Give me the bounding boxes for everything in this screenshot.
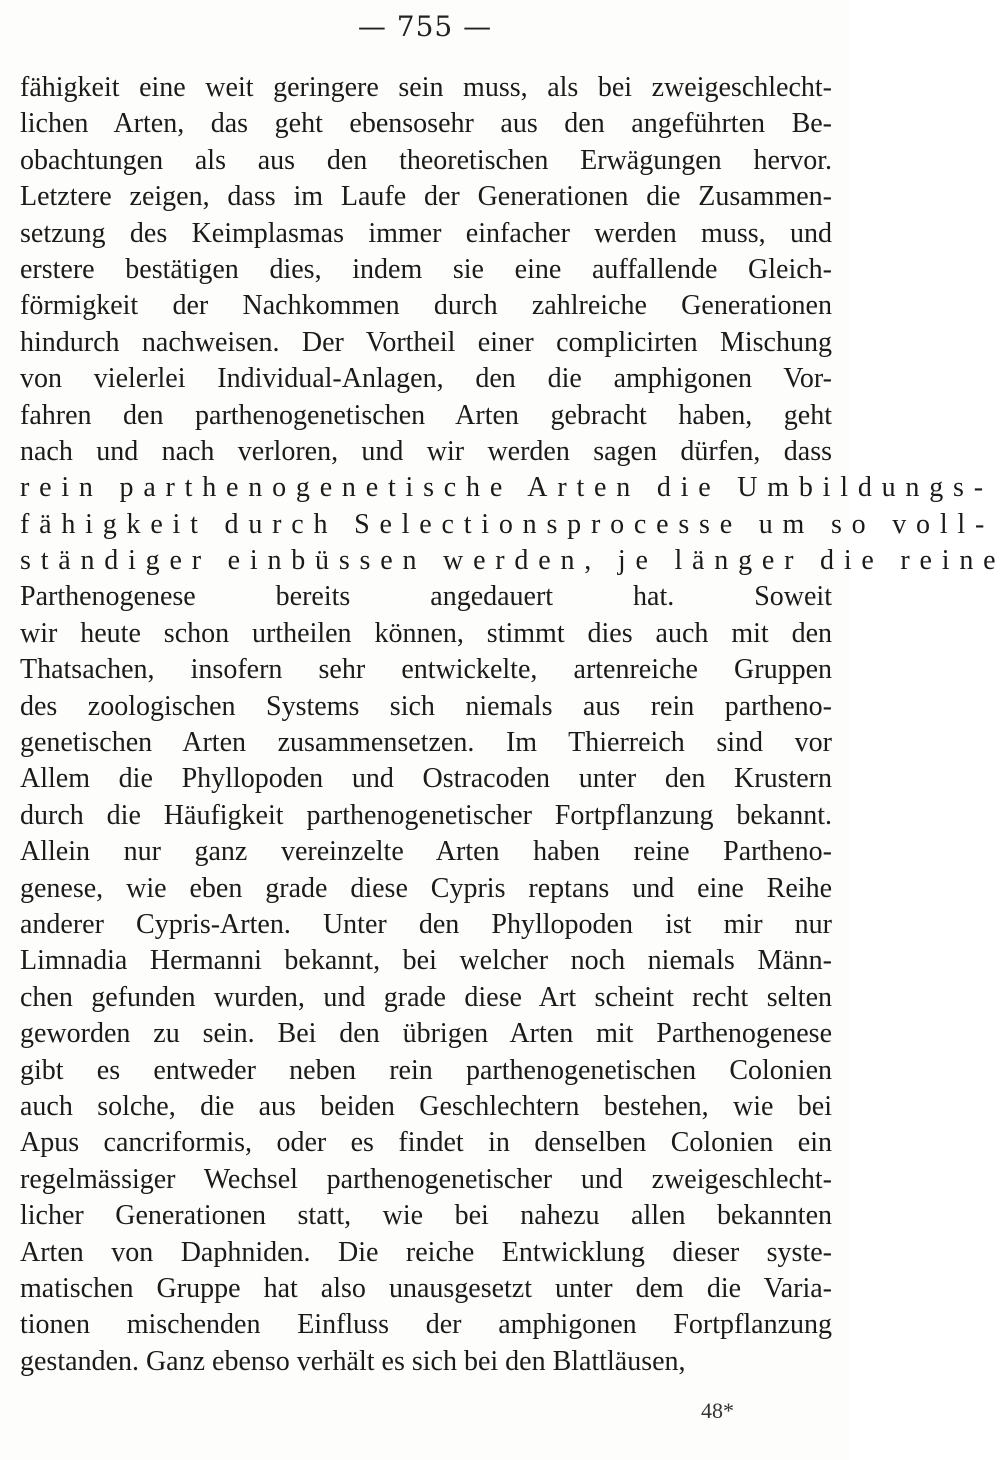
text-line: Thatsachen, insofern sehr entwickelte, artenreiche Gruppen bbox=[20, 654, 832, 686]
text-line: matischen Gruppe hat also unausgesetzt unter dem die Varia- bbox=[20, 1272, 832, 1304]
text-line: Arten von Daphniden. Die reiche Entwicklung dieser syste- bbox=[20, 1236, 832, 1268]
text-line: genese, wie eben grade diese Cypris reptans und eine Reihe bbox=[20, 872, 832, 904]
text-line: setzung des Keimplasmas immer einfacher werden muss, und bbox=[20, 217, 832, 249]
text-line: lichen Arten, das geht ebensosehr aus den angeführten Be- bbox=[20, 108, 832, 140]
text-line: auch solche, die aus beiden Geschlechtern bestehen, wie bei bbox=[20, 1090, 832, 1122]
signature-mark: 48* bbox=[701, 1398, 734, 1423]
text-line: fähigkeit eine weit geringere sein muss, als bei zweigeschlecht- bbox=[20, 72, 832, 103]
page-number-header: — 755 — bbox=[357, 10, 493, 43]
text-line: fahren den parthenogenetischen Arten gebracht haben, geht bbox=[20, 399, 832, 431]
text-line: chen gefunden wurden, und grade diese Art scheint recht selten bbox=[20, 981, 832, 1013]
text-line: des zoologischen Systems sich niemals aus rein partheno- bbox=[20, 690, 832, 722]
text-line: obachtungen als aus den theoretischen Erwägungen hervor. bbox=[20, 144, 832, 176]
text-line: rein parthenogenetische Arten die Umbildungs- bbox=[20, 472, 993, 504]
text-line: Apus cancriformis, oder es findet in denselben Colonien ein bbox=[20, 1127, 832, 1159]
text-line: Limnadia Hermanni bekannt, bei welcher noch niemals Männ- bbox=[20, 945, 832, 977]
text-line: geworden zu sein. Bei den übrigen Arten mit Parthenogenese bbox=[20, 1018, 832, 1050]
text-line: durch die Häufigkeit parthenogenetischer Fortpflanzung bekannt. bbox=[20, 799, 832, 831]
text-line: Letztere zeigen, dass im Laufe der Generationen die Zusammen- bbox=[20, 181, 832, 213]
text-line: nach und nach verloren, und wir werden sagen dürfen, dass bbox=[20, 435, 832, 467]
text-line: regelmässiger Wechsel parthenogenetischer und zweigeschlecht- bbox=[20, 1163, 832, 1195]
text-line: genetischen Arten zusammensetzen. Im Thierreich sind vor bbox=[20, 727, 832, 759]
text-line: von vielerlei Individual-Anlagen, den die amphigonen Vor- bbox=[20, 363, 832, 395]
text-line: fähigkeit durch Selectionsprocesse um so voll- bbox=[20, 508, 995, 540]
body-text bbox=[20, 70, 1005, 1380]
text-line: tionen mischenden Einfluss der amphigonen Fortpflanzung bbox=[20, 1309, 832, 1341]
text-line: anderer Cypris-Arten. Unter den Phyllopoden ist mir nur bbox=[20, 908, 832, 940]
text-line: Allem die Phyllopoden und Ostracoden unter den Krustern bbox=[20, 763, 832, 795]
text-line: erstere bestätigen dies, indem sie eine auffallende Gleich- bbox=[20, 253, 832, 285]
text-line: wir heute schon urtheilen können, stimmt dies auch mit den bbox=[20, 617, 832, 649]
text-line: Parthenogenese bereits angedauert hat. Soweit bbox=[20, 581, 832, 613]
text-line: hindurch nachweisen. Der Vortheil einer complicirten Mischung bbox=[20, 326, 832, 358]
text-line: Allein nur ganz vereinzelte Arten haben reine Partheno- bbox=[20, 836, 832, 868]
text-line: licher Generationen statt, wie bei nahezu allen bekannten bbox=[20, 1200, 832, 1232]
text-line: förmigkeit der Nachkommen durch zahlreiche Generationen bbox=[20, 290, 832, 322]
text-line: gestanden. Ganz ebenso verhält es sich bei den Blattläusen, bbox=[20, 1345, 686, 1377]
text-line: gibt es entweder neben rein parthenogenetischen Colonien bbox=[20, 1054, 832, 1086]
text-line: ständiger einbüssen werden, je länger die reine bbox=[20, 545, 1005, 577]
